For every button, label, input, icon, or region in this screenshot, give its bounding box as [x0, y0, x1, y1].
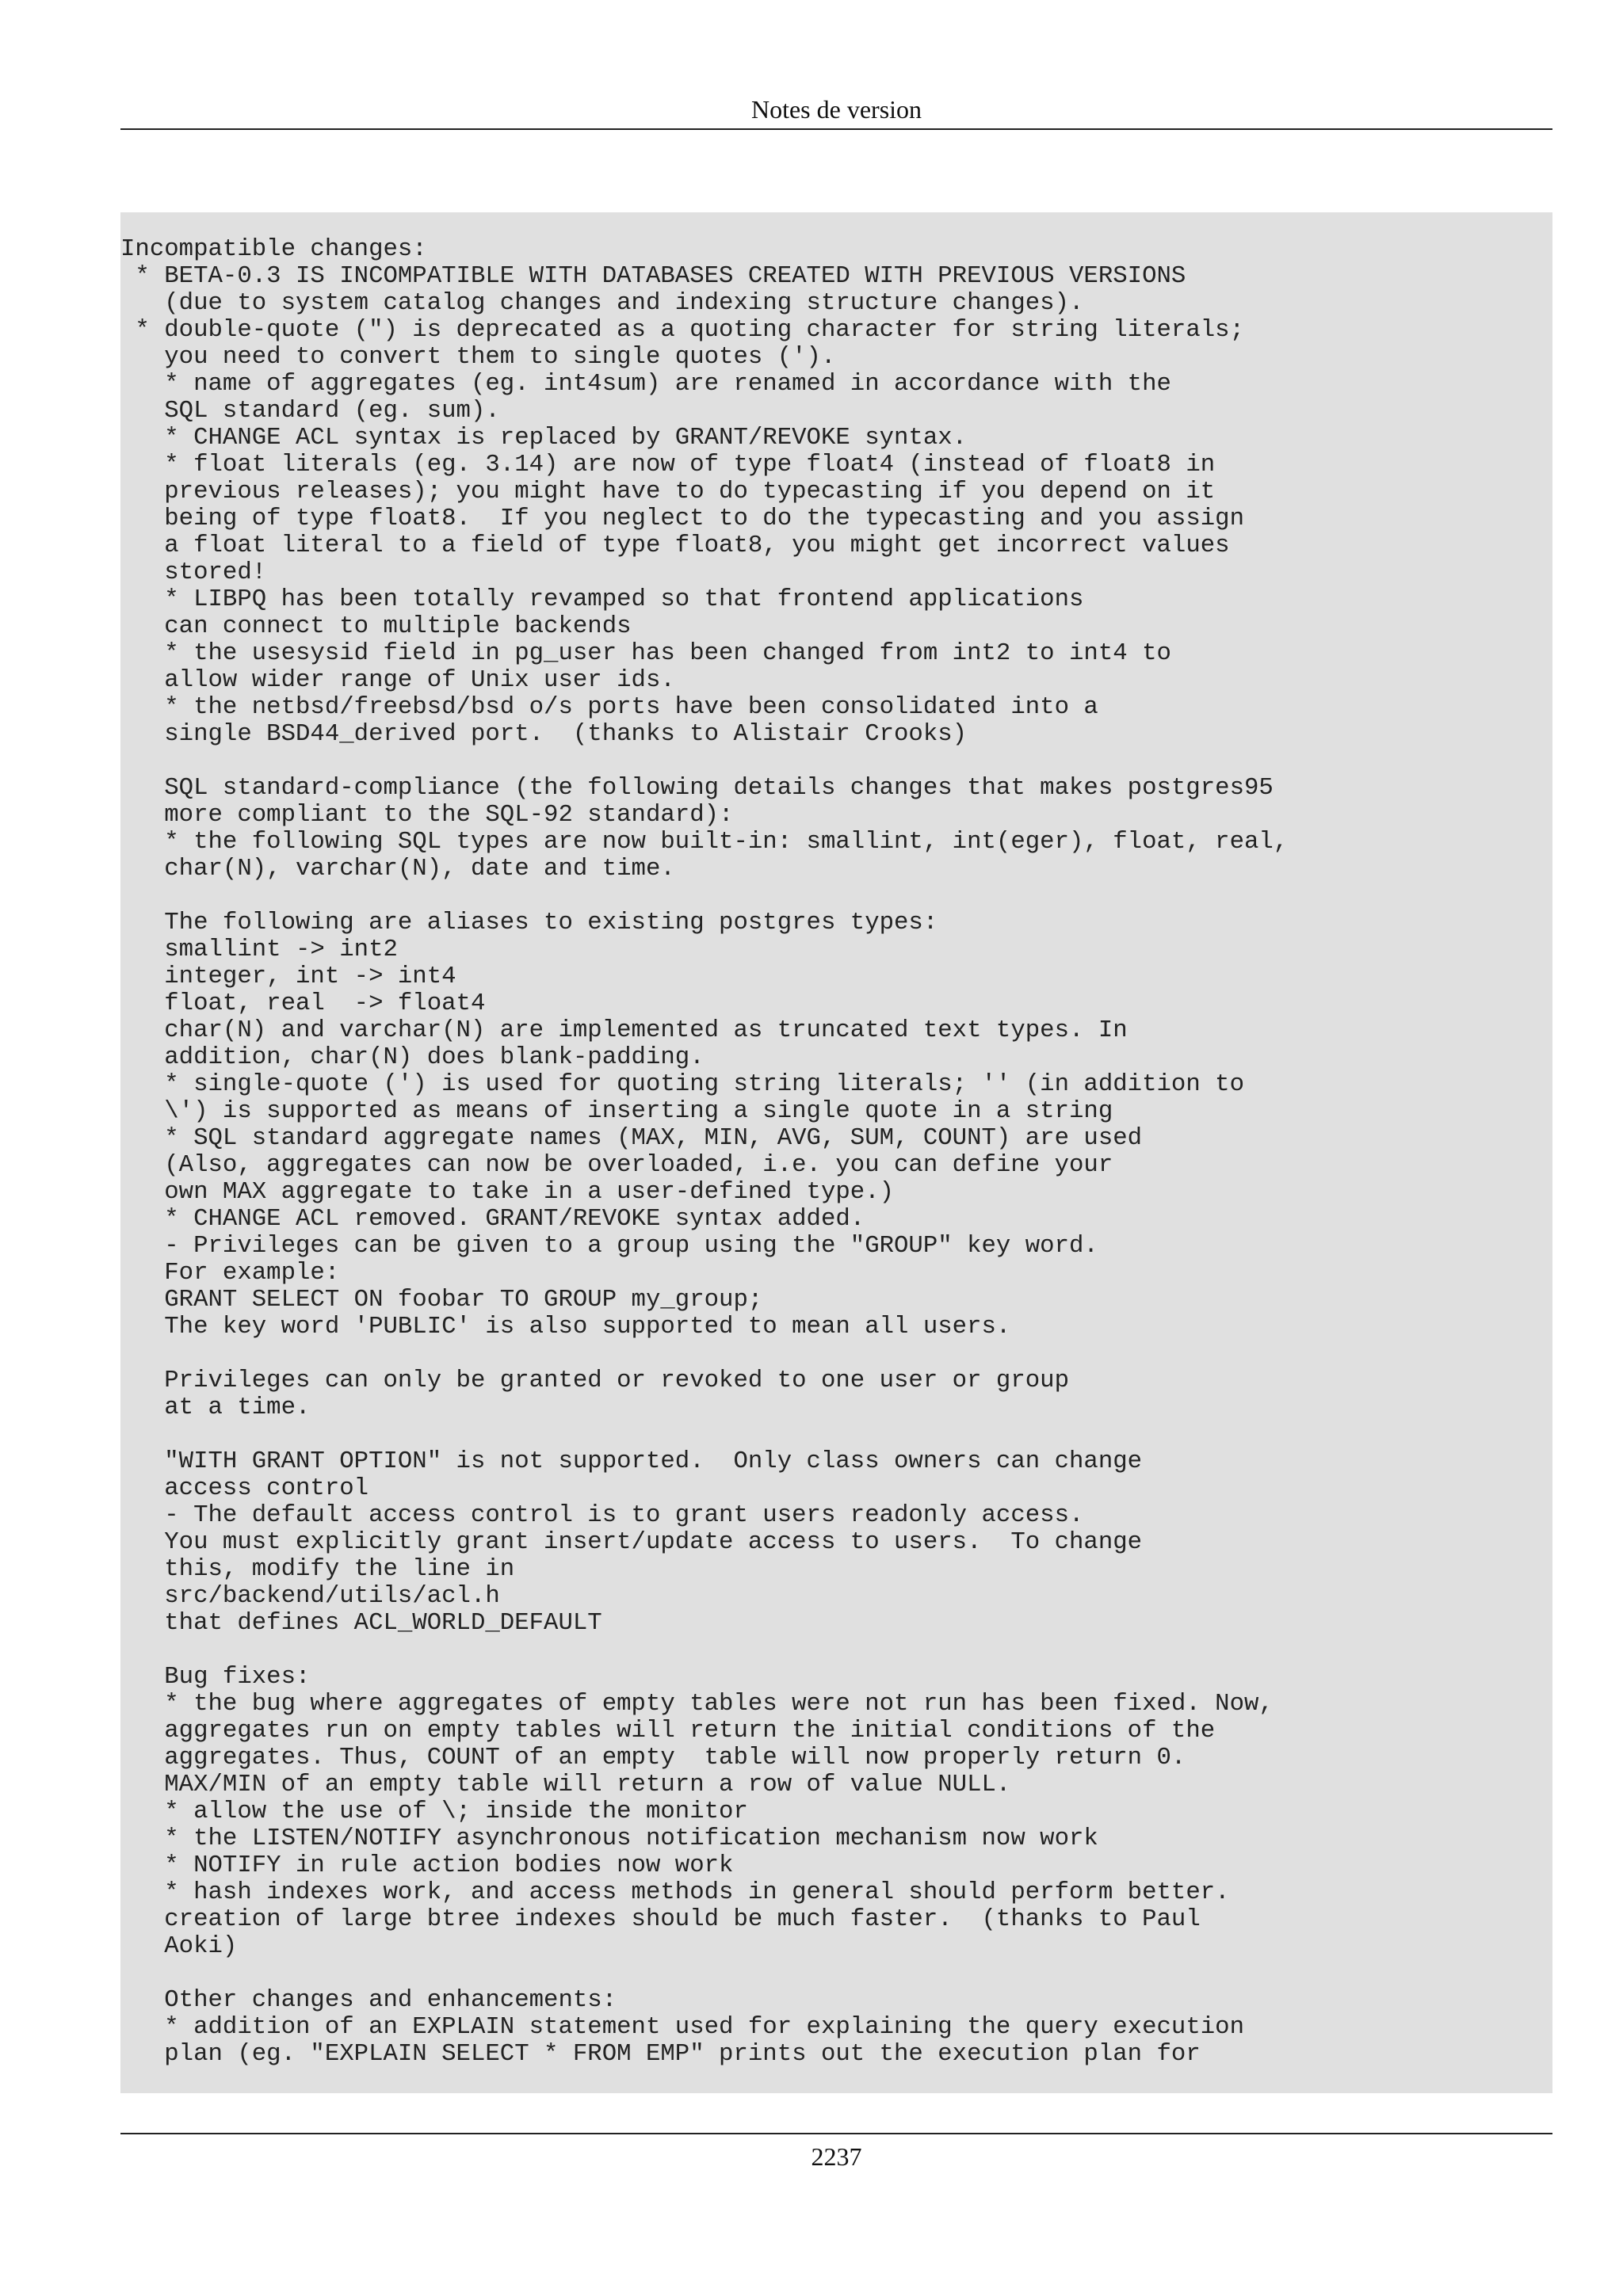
code-line: The key word 'PUBLIC' is also supported to mean all users. [120, 1313, 1011, 1341]
code-line: Other changes and enhancements: [120, 1986, 617, 2014]
code-line: You must explicitly grant insert/update access to users. To change [120, 1528, 1143, 1556]
code-line: src/backend/utils/acl.h [120, 1582, 500, 1610]
code-line: Aoki) [120, 1932, 238, 1960]
code-line: * name of aggregates (eg. int4sum) are renamed in accordance with the [120, 370, 1171, 398]
code-line: GRANT SELECT ON foobar TO GROUP my_group; [120, 1286, 763, 1314]
code-line: * the netbsd/freebsd/bsd o/s ports have been consolidated into a [120, 693, 1098, 721]
code-line: Bug fixes: [120, 1663, 311, 1691]
code-line: more compliant to the SQL-92 standard): [120, 801, 734, 829]
code-line: (due to system catalog changes and indexing structure changes). [120, 289, 1084, 317]
code-line [120, 1341, 1552, 1367]
code-line: * the following SQL types are now built-in: smallint, int(eger), float, real, [120, 828, 1289, 856]
code-line: * BETA-0.3 IS INCOMPATIBLE WITH DATABASES CREATED WITH PREVIOUS VERSIONS [120, 262, 1186, 290]
code-line: access control [120, 1474, 369, 1502]
code-line: * the bug where aggregates of empty tables were not run has been fixed. Now, [120, 1690, 1274, 1718]
code-line [120, 1960, 1552, 1987]
code-line: creation of large btree indexes should be much faster. (thanks to Paul [120, 1905, 1201, 1933]
code-line: * the usesysid field in pg_user has been changed from int2 to int4 to [120, 639, 1171, 667]
footer-divider [120, 2133, 1552, 2134]
code-line: * double-quote (") is deprecated as a quoting character for string literals; [120, 316, 1244, 344]
page-number: 2237 [811, 2142, 862, 2171]
code-line: * SQL standard aggregate names (MAX, MIN, AVG, SUM, COUNT) are used [120, 1124, 1143, 1152]
code-line: previous releases); you might have to do typecasting if you depend on it [120, 478, 1216, 505]
code-line [120, 748, 1552, 775]
code-line: own MAX aggregate to take in a user-defined type.) [120, 1178, 895, 1206]
code-line: can connect to multiple backends [120, 612, 632, 640]
code-line: - The default access control is to grant users readonly access. [120, 1501, 1084, 1529]
code-line: The following are aliases to existing postgres types: [120, 909, 938, 936]
code-line: - Privileges can be given to a group using the "GROUP" key word. [120, 1232, 1098, 1260]
code-line: smallint -> int2 [120, 936, 398, 963]
code-line: Incompatible changes: [120, 235, 427, 263]
code-line: addition, char(N) does blank-padding. [120, 1043, 705, 1071]
code-line: at a time. [120, 1394, 311, 1421]
code-line: allow wider range of Unix user ids. [120, 666, 675, 694]
code-line: For example: [120, 1259, 340, 1287]
code-line: (Also, aggregates can now be overloaded, i.e. you can define your [120, 1151, 1113, 1179]
code-line: * CHANGE ACL syntax is replaced by GRANT/REVOKE syntax. [120, 424, 968, 452]
code-line: that defines ACL_WORLD_DEFAULT [120, 1609, 602, 1637]
code-line: \') is supported as means of inserting a single quote in a string [120, 1097, 1113, 1125]
code-line: plan (eg. "EXPLAIN SELECT * FROM EMP" prints out the execution plan for [120, 2040, 1201, 2068]
code-line: SQL standard-compliance (the following details changes that makes postgres95 [120, 774, 1274, 802]
code-line: * addition of an EXPLAIN statement used for explaining the query execution [120, 2013, 1244, 2041]
code-line: float, real -> float4 [120, 990, 486, 1017]
code-line: SQL standard (eg. sum). [120, 397, 500, 425]
code-line: MAX/MIN of an empty table will return a row of value NULL. [120, 1771, 1011, 1798]
code-line: * float literals (eg. 3.14) are now of type float4 (instead of float8 in [120, 451, 1216, 479]
code-line [120, 1421, 1552, 1448]
code-line: * hash indexes work, and access methods in general should perform better. [120, 1878, 1230, 1906]
code-line: * LIBPQ has been totally revamped so that frontend applications [120, 585, 1084, 613]
code-listing [120, 212, 1552, 2093]
code-line: * the LISTEN/NOTIFY asynchronous notification mechanism now work [120, 1825, 1098, 1852]
code-line: char(N), varchar(N), date and time. [120, 855, 675, 883]
code-line: "WITH GRANT OPTION" is not supported. Only class owners can change [120, 1447, 1143, 1475]
code-line: * allow the use of \; inside the monitor [120, 1798, 748, 1825]
code-line: aggregates. Thus, COUNT of an empty table will now properly return 0. [120, 1744, 1186, 1772]
code-line: a float literal to a field of type float8, you might get incorrect values [120, 532, 1230, 559]
header-divider [120, 128, 1552, 130]
code-line: char(N) and varchar(N) are implemented as truncated text types. In [120, 1016, 1128, 1044]
code-line: aggregates run on empty tables will return the initial conditions of the [120, 1717, 1216, 1745]
code-line: Privileges can only be granted or revoked to one user or group [120, 1367, 1070, 1394]
code-line: * NOTIFY in rule action bodies now work [120, 1852, 734, 1879]
code-line [120, 883, 1552, 910]
code-line: integer, int -> int4 [120, 963, 456, 990]
code-line: * CHANGE ACL removed. GRANT/REVOKE syntax added. [120, 1205, 865, 1233]
page-header-title: Notes de version [750, 95, 922, 124]
code-line: single BSD44_derived port. (thanks to Alistair Crooks) [120, 720, 968, 748]
code-line: being of type float8. If you neglect to do the typecasting and you assign [120, 505, 1244, 532]
code-line: this, modify the line in [120, 1555, 515, 1583]
code-line [120, 1637, 1552, 1664]
code-line: * single-quote (') is used for quoting string literals; '' (in addition to [120, 1070, 1244, 1098]
code-line: stored! [120, 559, 267, 586]
code-line: you need to convert them to single quotes ('). [120, 343, 836, 371]
